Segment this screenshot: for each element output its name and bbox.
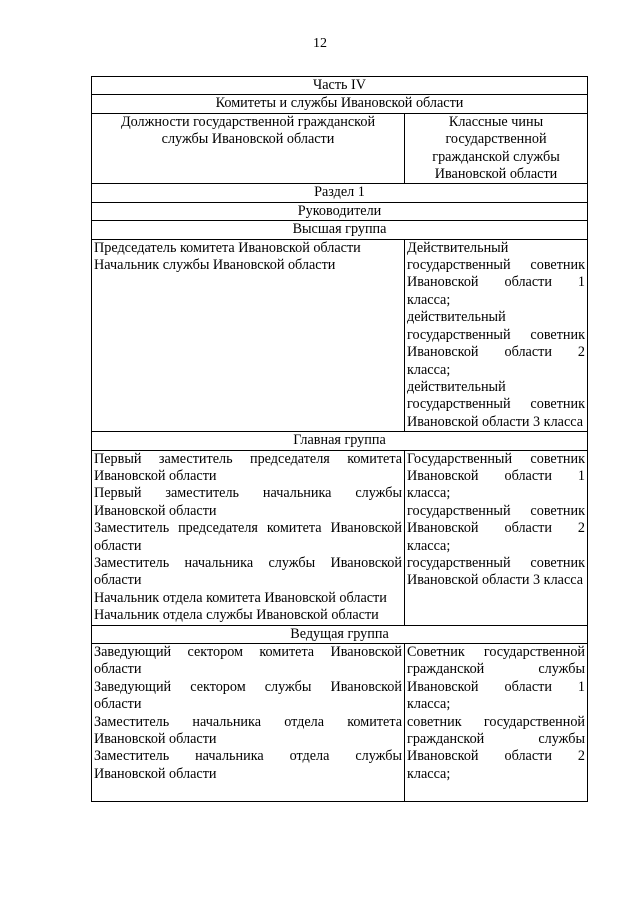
rank-item: государственный советник Ивановской области 2 класса; bbox=[407, 502, 586, 554]
group-body-row bbox=[92, 450, 588, 625]
position-item: Заведующий сектором комитета Ивановской области bbox=[94, 644, 402, 678]
group-title: Главная группа bbox=[92, 432, 588, 450]
header-row bbox=[92, 113, 588, 184]
group-header-row bbox=[92, 221, 588, 239]
rank-item: государственный советник Ивановской области 3 класса bbox=[407, 554, 586, 589]
part-row bbox=[92, 77, 588, 95]
group-header-row bbox=[92, 625, 588, 643]
rank-item: Действительный государственный советник Ивановской области 1 класса; bbox=[407, 239, 586, 308]
ranks-cell bbox=[405, 644, 588, 802]
razdel-title: Раздел 1 bbox=[92, 184, 588, 202]
position-item: Начальник службы Ивановской области bbox=[94, 257, 336, 274]
positions-table bbox=[91, 76, 588, 802]
rank-item: действительный государственный советник Ивановской области 2 класса; bbox=[407, 309, 586, 378]
positions-cell bbox=[92, 239, 405, 431]
razdel-row bbox=[92, 184, 588, 202]
position-item: Первый заместитель начальника службы Ивановской области bbox=[94, 485, 402, 519]
group-title: Высшая группа bbox=[92, 221, 588, 239]
position-item: Первый заместитель председателя комитета Ивановской области bbox=[94, 450, 402, 484]
positions-cell bbox=[92, 644, 405, 802]
ranks-cell bbox=[405, 239, 588, 431]
rank-item: действительный государственный советник Ивановской области 3 класса bbox=[407, 378, 586, 430]
header-positions: Должности государственной гражданской службы Ивановской области bbox=[92, 113, 405, 184]
position-item: Заместитель начальника отдела службы Ивановской области bbox=[94, 748, 402, 782]
section-title-row bbox=[92, 95, 588, 113]
position-item: Заместитель начальника отдела комитета Ивановской области bbox=[94, 713, 402, 748]
position-item: Начальник отдела комитета Ивановской области bbox=[94, 589, 387, 606]
rank-item: Советник государственной гражданской службы Ивановской области 1 класса; bbox=[407, 644, 586, 713]
header-ranks: Классные чины государственной гражданской службы Ивановской области bbox=[405, 113, 588, 184]
position-item: Заместитель начальника службы Ивановской области bbox=[94, 554, 402, 589]
razdel-name: Руководители bbox=[92, 202, 588, 220]
position-item: Заместитель председателя комитета Ивановской области bbox=[94, 520, 402, 554]
section-title: Комитеты и службы Ивановской области bbox=[92, 95, 588, 113]
group-header-row bbox=[92, 432, 588, 450]
group-body-row bbox=[92, 644, 588, 802]
position-item: Заведующий сектором службы Ивановской области bbox=[94, 678, 402, 713]
group-title: Ведущая группа bbox=[92, 625, 588, 643]
part-title: Часть IV bbox=[92, 77, 588, 95]
cell-padding bbox=[94, 783, 402, 801]
position-item: Председатель комитета Ивановской области bbox=[94, 239, 361, 256]
page-number: 12 bbox=[313, 36, 327, 51]
positions-cell bbox=[92, 450, 405, 625]
ranks-cell bbox=[405, 450, 588, 625]
rank-item: Государственный советник Ивановской области 1 класса; bbox=[407, 450, 586, 502]
position-item: Начальник отдела службы Ивановской области bbox=[94, 607, 379, 624]
razdel-name-row bbox=[92, 202, 588, 220]
rank-item: советник государственной гражданской службы Ивановской области 2 класса; bbox=[407, 713, 586, 782]
group-body-row bbox=[92, 239, 588, 431]
